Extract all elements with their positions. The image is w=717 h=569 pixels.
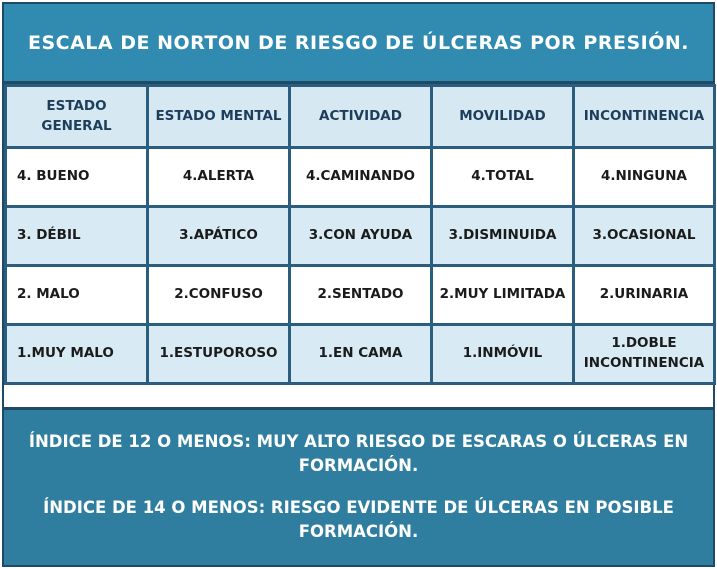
table-cell: 3.CON AYUDA bbox=[290, 207, 432, 266]
table-cell: 1.INMÓVIL bbox=[432, 325, 574, 384]
risk-interpretation-panel bbox=[4, 407, 713, 565]
table-cell: 4.ALERTA bbox=[148, 148, 290, 207]
table-row bbox=[6, 266, 715, 325]
table-cell: 2.CONFUSO bbox=[148, 266, 290, 325]
header-row bbox=[6, 86, 715, 148]
table-cell: 4. BUENO bbox=[6, 148, 148, 207]
table-cell: 2.MUY LIMITADA bbox=[432, 266, 574, 325]
risk-note-high: ÍNDICE DE 12 O MENOS: MUY ALTO RIESGO DE ESCARAS O ÚLCERAS EN FORMACIÓN. bbox=[28, 432, 689, 475]
table-cell: 3.APÁTICO bbox=[148, 207, 290, 266]
table-cell: 1.ESTUPOROSO bbox=[148, 325, 290, 384]
table-cell: 3.DISMINUIDA bbox=[432, 207, 574, 266]
column-header-estado-general: ESTADO GENERAL bbox=[6, 86, 148, 148]
column-header-incontinencia: INCONTINENCIA bbox=[574, 86, 715, 148]
table-cell: 2.SENTADO bbox=[290, 266, 432, 325]
table-cell: 2.URINARIA bbox=[574, 266, 715, 325]
table-row bbox=[6, 207, 715, 266]
table-cell: 4.CAMINANDO bbox=[290, 148, 432, 207]
column-header-movilidad: MOVILIDAD bbox=[432, 86, 574, 148]
norton-scale-table bbox=[4, 84, 716, 385]
table-cell: 4.NINGUNA bbox=[574, 148, 715, 207]
table-cell: 4.TOTAL bbox=[432, 148, 574, 207]
table-cell: 1.EN CAMA bbox=[290, 325, 432, 384]
scale-title: ESCALA DE NORTON DE RIESGO DE ÚLCERAS POR PRESIÓN. bbox=[4, 4, 713, 84]
table-cell: 3. DÉBIL bbox=[6, 207, 148, 266]
table-cell: 1.DOBLE INCONTINENCIA bbox=[574, 325, 715, 384]
norton-scale-card bbox=[2, 2, 715, 567]
table-row bbox=[6, 325, 715, 384]
table-cell: 3.OCASIONAL bbox=[574, 207, 715, 266]
column-header-actividad: ACTIVIDAD bbox=[290, 86, 432, 148]
table-cell: 2. MALO bbox=[6, 266, 148, 325]
table-row bbox=[6, 148, 715, 207]
risk-note-evident: ÍNDICE DE 14 O MENOS: RIESGO EVIDENTE DE ÚLCERAS EN POSIBLE FORMACIÓN. bbox=[43, 497, 674, 541]
column-header-estado-mental: ESTADO MENTAL bbox=[148, 86, 290, 148]
table-cell: 1.MUY MALO bbox=[6, 325, 148, 384]
